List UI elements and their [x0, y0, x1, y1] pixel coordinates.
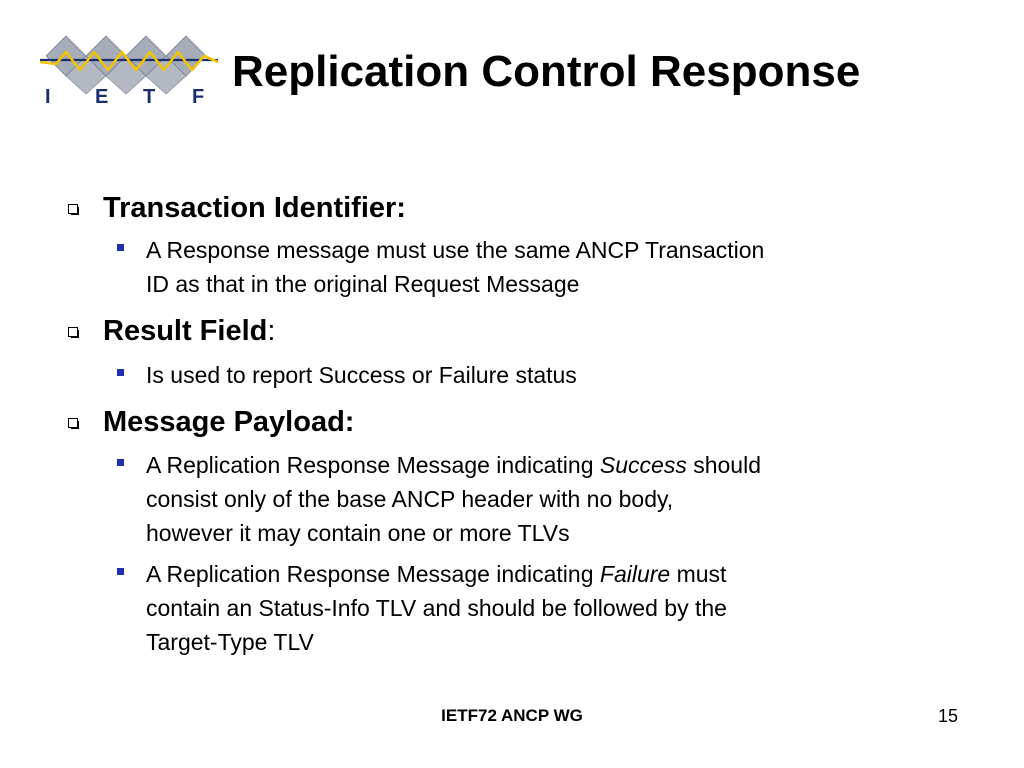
bullet-heading-text: Result Field	[103, 315, 268, 347]
logo-letter-e: E	[95, 86, 109, 108]
ietf-logo-diamonds	[36, 30, 221, 94]
bullet-heading-text: Message Payload:	[103, 406, 355, 438]
footer-label: IETF72 ANCP WG	[441, 706, 583, 725]
slide-title: Replication Control Response	[232, 47, 861, 96]
checkbox-bullet-icon	[68, 204, 78, 214]
bullet-heading-text: Transaction Identifier:	[103, 192, 406, 224]
sub-bullet-line: however it may contain one or more TLVs	[146, 520, 570, 546]
sub-bullet-line: Is used to report Success or Failure status	[146, 362, 577, 388]
logo-letter-i: I	[45, 86, 51, 108]
sub-bullet-line	[146, 448, 926, 482]
bullet-heading-result-field	[103, 313, 275, 349]
sub-bullet-success	[146, 448, 926, 550]
bullet-heading-transaction-identifier	[103, 190, 406, 226]
sub-bullet-italic: Success	[599, 452, 687, 478]
checkbox-bullet-icon	[68, 418, 78, 428]
sub-bullet-italic: Failure	[599, 561, 671, 587]
square-bullet-icon	[117, 568, 124, 575]
square-bullet-icon	[117, 244, 124, 251]
sub-bullet-line: ID as that in the original Request Message	[146, 271, 580, 297]
sub-bullet-text: A Replication Response Message indicating	[146, 452, 600, 478]
sub-bullet-line	[146, 557, 926, 591]
sub-bullet-text: should	[686, 452, 761, 478]
logo-letter-t: T	[143, 86, 156, 108]
logo-letter-f: F	[192, 86, 205, 108]
square-bullet-icon	[117, 459, 124, 466]
sub-bullet-failure	[146, 557, 926, 659]
sub-bullet-line: consist only of the base ANCP header with no body,	[146, 486, 674, 512]
square-bullet-icon	[117, 369, 124, 376]
bullet-heading-message-payload	[103, 404, 354, 440]
sub-bullet-text: must	[670, 561, 727, 587]
sub-bullet-text: A Replication Response Message indicating	[146, 561, 600, 587]
page-number: 15	[938, 706, 959, 726]
bullet-heading-suffix: :	[267, 315, 276, 347]
sub-bullet-line: Target-Type TLV	[146, 629, 314, 655]
checkbox-bullet-icon	[68, 327, 78, 337]
sub-bullet-line: contain an Status-Info TLV and should be followed by the	[146, 595, 727, 621]
sub-bullet-line: A Response message must use the same ANCP Transaction	[146, 237, 765, 263]
sub-bullet-result	[146, 358, 926, 392]
sub-bullet-transaction-id	[146, 233, 926, 301]
